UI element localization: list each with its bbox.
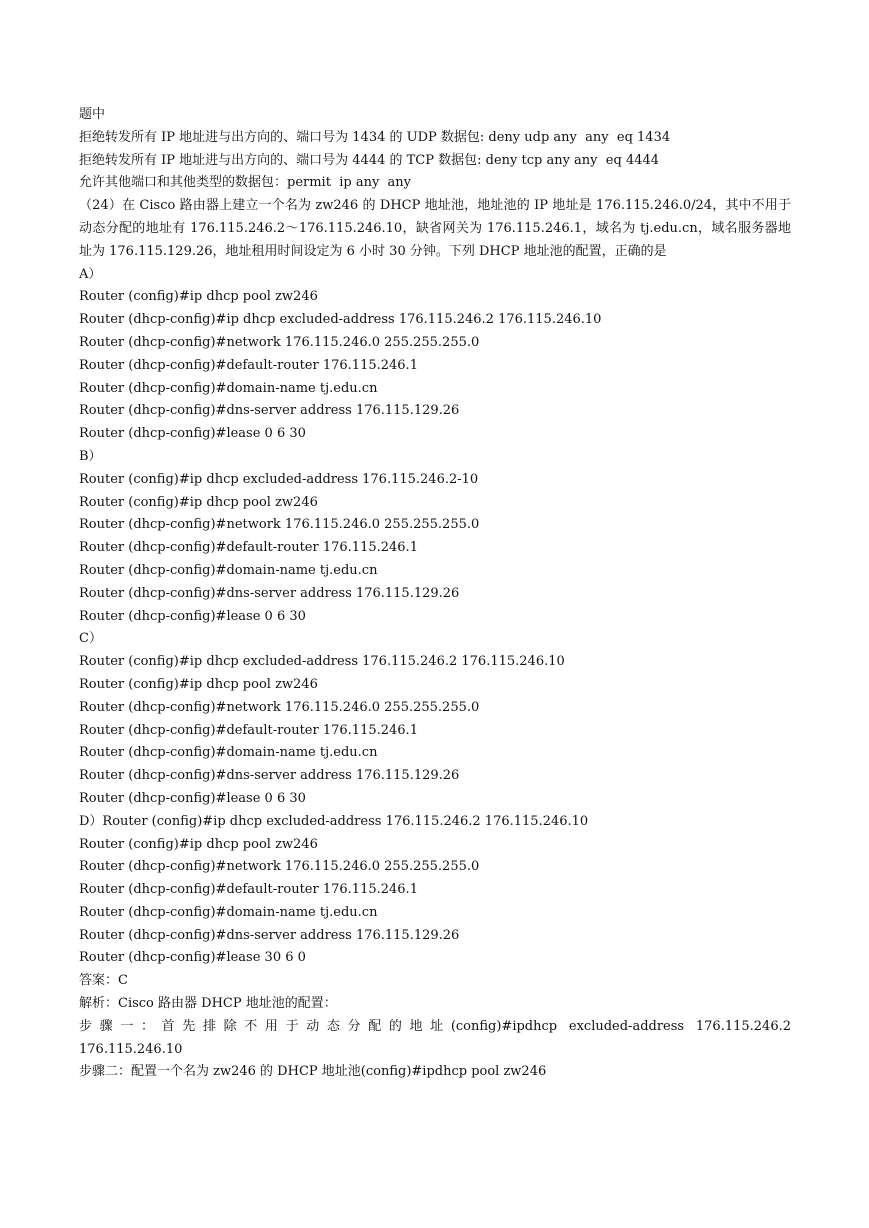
analysis-title: 解析：Cisco 路由器 DHCP 地址池的配置： [79, 996, 337, 1012]
option-a-code-line: Router (config)#ip dhcp pool zw246 [79, 289, 318, 305]
option-b-code-line: Router (dhcp-config)#network 176.115.246.0 255.255.255.0 [79, 517, 480, 533]
option-b-code-line: Router (dhcp-config)#domain-name tj.edu.cn [79, 562, 378, 578]
option-c-code-line: Router (dhcp-config)#dns-server address 176.115.129.26 [79, 768, 460, 784]
option-a-code-line: Router (dhcp-config)#ip dhcp excluded-address 176.115.246.2 176.115.246.10 [79, 312, 602, 328]
option-a-code-line: Router (dhcp-config)#lease 0 6 30 [79, 426, 306, 442]
option-a-code-line: Router (dhcp-config)#network 176.115.246.0 255.255.255.0 [79, 334, 480, 350]
option-d-code-line: Router (dhcp-config)#default-router 176.115.246.1 [79, 882, 418, 898]
option-d-code-line: Router (dhcp-config)#network 176.115.246.0 255.255.255.0 [79, 859, 480, 875]
intro-line: 题中 [79, 107, 106, 122]
option-c-code-line: Router (dhcp-config)#lease 0 6 30 [79, 790, 306, 806]
option-a-label: A） [79, 266, 102, 282]
option-c-code-line: Router (dhcp-config)#default-router 176.115.246.1 [79, 722, 418, 738]
option-a-code-line: Router (dhcp-config)#domain-name tj.edu.cn [79, 380, 378, 396]
option-b-code-line: Router (dhcp-config)#dns-server address 176.115.129.26 [79, 585, 460, 601]
option-b-code-line: Router (dhcp-config)#lease 0 6 30 [79, 608, 306, 624]
option-d-code-line: Router (config)#ip dhcp pool zw246 [79, 836, 318, 852]
option-b-code-line: Router (dhcp-config)#default-router 176.115.246.1 [79, 540, 418, 556]
option-a-code-line: Router (dhcp-config)#default-router 176.115.246.1 [79, 357, 418, 373]
intro-line: 允许其他端口和其他类型的数据包：permit ip any any [79, 175, 412, 191]
option-d-code-line: Router (dhcp-config)#dns-server address 176.115.129.26 [79, 927, 460, 943]
option-d-code-line: Router (dhcp-config)#domain-name tj.edu.cn [79, 904, 378, 920]
option-c-code-line: Router (dhcp-config)#domain-name tj.edu.cn [79, 745, 378, 761]
document-page [79, 104, 791, 1084]
option-b-label: B） [79, 448, 102, 464]
intro-line: 拒绝转发所有 IP 地址进与出方向的、端口号为 1434 的 UDP 数据包: deny udp any any eq 1434 [79, 129, 671, 145]
option-b-code-line: Router (config)#ip dhcp pool zw246 [79, 494, 318, 510]
analysis-step-one: 步骤一：首先排除不用于动态分配的地址(config)#ipdhcp excluded-address 176.115.246.2 [79, 1018, 791, 1034]
analysis-step-one-continued: 176.115.246.10 [79, 1041, 183, 1057]
answer-text: 答案：C [79, 973, 128, 989]
option-a-code-line: Router (dhcp-config)#dns-server address 176.115.129.26 [79, 403, 460, 419]
option-c-code-line: Router (config)#ip dhcp excluded-address 176.115.246.2 176.115.246.10 [79, 654, 565, 670]
question-text: （24）在 Cisco 路由器上建立一个名为 zw246 的 DHCP 地址池，地址池的 IP 地址是 176.115.246.0/24，其中不用于动态分配的地址有 176.115.246.2～176.115.246.10，缺省网关为 176.115.246.1，域名为 tj.edu.cn，域名服务器地址为 176.115.129.26，地址租用时间设定为 6 小时 30 分钟。下列 DHCP 地址池的配置，正确的是 [79, 198, 791, 259]
option-c-code-line: Router (config)#ip dhcp pool zw246 [79, 676, 318, 692]
analysis-step-two: 步骤二：配置一个名为 zw246 的 DHCP 地址池(config)#ipdhcp pool zw246 [79, 1064, 547, 1080]
option-c-code-line: Router (dhcp-config)#network 176.115.246.0 255.255.255.0 [79, 699, 480, 715]
option-c-label: C） [79, 631, 102, 647]
option-b-code-line: Router (config)#ip dhcp excluded-address 176.115.246.2-10 [79, 471, 479, 487]
option-d-code-line: Router (dhcp-config)#lease 30 6 0 [79, 950, 306, 966]
option-d-first-line: D）Router (config)#ip dhcp excluded-address 176.115.246.2 176.115.246.10 [79, 813, 589, 829]
intro-line: 拒绝转发所有 IP 地址进与出方向的、端口号为 4444 的 TCP 数据包: deny tcp any any eq 4444 [79, 152, 660, 168]
